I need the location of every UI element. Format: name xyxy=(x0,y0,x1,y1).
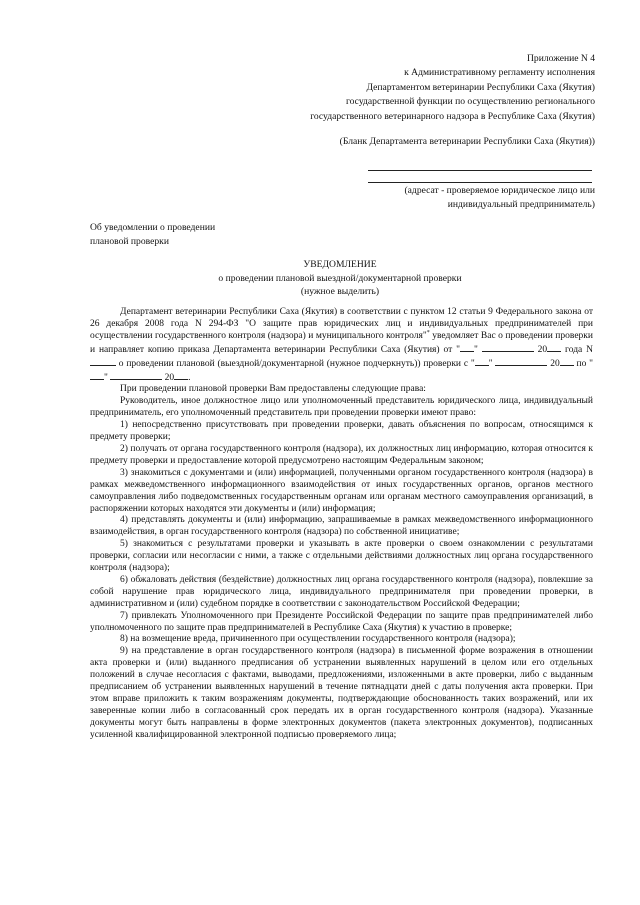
rights-lead: Руководитель, иное должностное лицо или уполномоченный представитель юридического лица, индивидуальный предприниматель, его уполномоченный представитель при проведении проверки имеют право: xyxy=(90,396,593,419)
blank-day xyxy=(90,371,104,380)
rights-item: 9) на представление в орган государственного контроля (надзора) в письменной форме возражения в отношении акта проверки и (или) выданного предписания об устранении выявленных нарушений в целом или его отдельных положений в случае несогласия с фактами, выводами, предложениями, изложенными в акте проверки, либо с выданным предписанием об устранении выявленных нарушений в течение пятнадцати дней с даты получения акта проверки. При этом вправе приложить к таким возражениям документы, подтверждающие обоснованность таких возражений, или их заверенные копии либо в согласованный срок передать их в орган государственного контроля (надзора). Указанные документы могут быть направлены в форме электронных документов (пакета электронных документов), подписанных усиленной квалифицированной электронной подписью проверяемого лица; xyxy=(90,646,593,740)
rights-intro: При проведении плановой проверки Вам предоставлены следующие права: xyxy=(120,384,426,395)
addressee-blank-line xyxy=(368,170,592,171)
blank-day xyxy=(460,343,474,352)
letterhead-placeholder: (Бланк Департамента ветеринарии Республики Саха (Якутия)) xyxy=(339,136,595,147)
appendix-header xyxy=(310,52,595,124)
title-subheading: о проведении плановой выездной/документарной проверки xyxy=(218,272,462,284)
intro-text: " xyxy=(488,358,496,369)
appendix-line: государственного ветеринарного надзора в Республике Саха (Якутия) xyxy=(310,110,595,122)
blank-month xyxy=(110,371,162,380)
appendix-line: государственной функции по осуществлению регионального xyxy=(345,96,595,108)
addressee-blank-line xyxy=(368,182,592,183)
footnote-mark: * xyxy=(426,329,430,336)
intro-paragraph xyxy=(90,307,593,384)
intro-text: уведомляет Вас о проведении проверки и направляет копию приказа Департамента ветеринарии Республики Саха (Якутия) от " xyxy=(90,330,593,355)
addressee-note-line: индивидуальный предприниматель) xyxy=(447,199,595,211)
rights-item: 2) получать от органа государственного контроля (надзора), их должностных лиц информацию, которая относится к предмету проверки и предоставление которой предусмотрено настоящим Федеральным законом; xyxy=(90,443,593,466)
rights-item: 1) непосредственно присутствовать при проведении проверки, давать объяснения по вопросам, относящимся к предмету проверки; xyxy=(90,420,593,443)
appendix-line: Департаментом ветеринарии Республики Саха (Якутия) xyxy=(366,81,595,93)
document-title xyxy=(90,258,590,299)
intro-text: 20 xyxy=(162,372,175,383)
title-note: (нужное выделить) xyxy=(300,286,380,297)
subject-line xyxy=(90,221,215,250)
subject-text: Об уведомлении о проведении xyxy=(90,222,216,233)
blank-order-number xyxy=(90,357,116,366)
blank-year xyxy=(547,343,561,352)
intro-text: о проведении плановой (выездной/документарной (нужное подчеркнуть)) проверки с " xyxy=(116,358,475,369)
blank-month xyxy=(482,343,534,352)
rights-item: 3) знакомиться с документами и (или) информацией, полученными органом государственного контроля (надзора) в рамках межведомственного информационного взаимодействия от иных государственных органов, органов местного самоуправления либо подведомственных государственным органам или органам местного самоуправления организаций, в распоряжении которых находятся эти документы и (или) информация; xyxy=(90,467,593,514)
subject-text: плановой проверки xyxy=(90,236,169,248)
title-heading: УВЕДОМЛЕНИЕ xyxy=(303,259,377,270)
rights-item: 5) знакомиться с результатами проверки и указывать в акте проверки о своем ознакомлении с результатами проверки, согласии или несогласии с ними, а также с отдельными действиями должностных лиц органа государственного контроля (надзора); xyxy=(90,539,593,574)
blank-day xyxy=(475,357,489,366)
rights-item: 8) на возмещение вреда, причиненного при осуществлении государственного контроля (надзора); xyxy=(120,634,516,645)
intro-text: " xyxy=(474,344,482,355)
addressee-note xyxy=(404,184,595,213)
document-body xyxy=(90,307,593,742)
blank-year xyxy=(174,371,188,380)
appendix-number: Приложение N 4 xyxy=(526,53,595,64)
intro-text: 20 xyxy=(547,358,560,369)
blank-year xyxy=(560,357,574,366)
rights-item: 7) привлекать Уполномоченного при Президенте Российской Федерации по защите прав предпринимателей либо уполномоченного по защите прав предпринимателей в Республике Саха (Якутия) к участию в проверке; xyxy=(90,610,593,633)
intro-text: " xyxy=(104,372,111,383)
intro-text: по " xyxy=(573,358,594,369)
appendix-line: к Административному регламенту исполнения xyxy=(404,67,595,79)
rights-item: 6) обжаловать действия (бездействие) должностных лиц органа государственного контроля (надзора), повлекшие за собой нарушение прав юридического лица, индивидуального предпринимателя при проведении проверки, в административном и (или) судебном порядке в соответствии с законодательством Российской Федерации; xyxy=(90,574,593,609)
intro-text: года N xyxy=(561,344,593,355)
intro-text: Департамент ветеринарии Республики Саха (Якутия) в соответствии с пунктом 12 статьи 9 Федерального закона от 26 декабря 2008 года N 294-ФЗ "О защите прав юридических лиц и индивидуальных предпринимателей при осуществлении государственного контроля (надзора) и муниципального контроля" xyxy=(90,307,593,341)
addressee-note-line: (адресат - проверяемое юридическое лицо или xyxy=(404,185,595,196)
rights-item: 4) представлять документы и (или) информацию, запрашиваемые в рамках межведомственного информационного взаимодействия, в орган государственного контроля (надзора) по собственной инициативе; xyxy=(90,515,593,538)
intro-text: . xyxy=(188,372,191,383)
intro-text: 20 xyxy=(533,344,548,355)
blank-month xyxy=(495,357,547,366)
